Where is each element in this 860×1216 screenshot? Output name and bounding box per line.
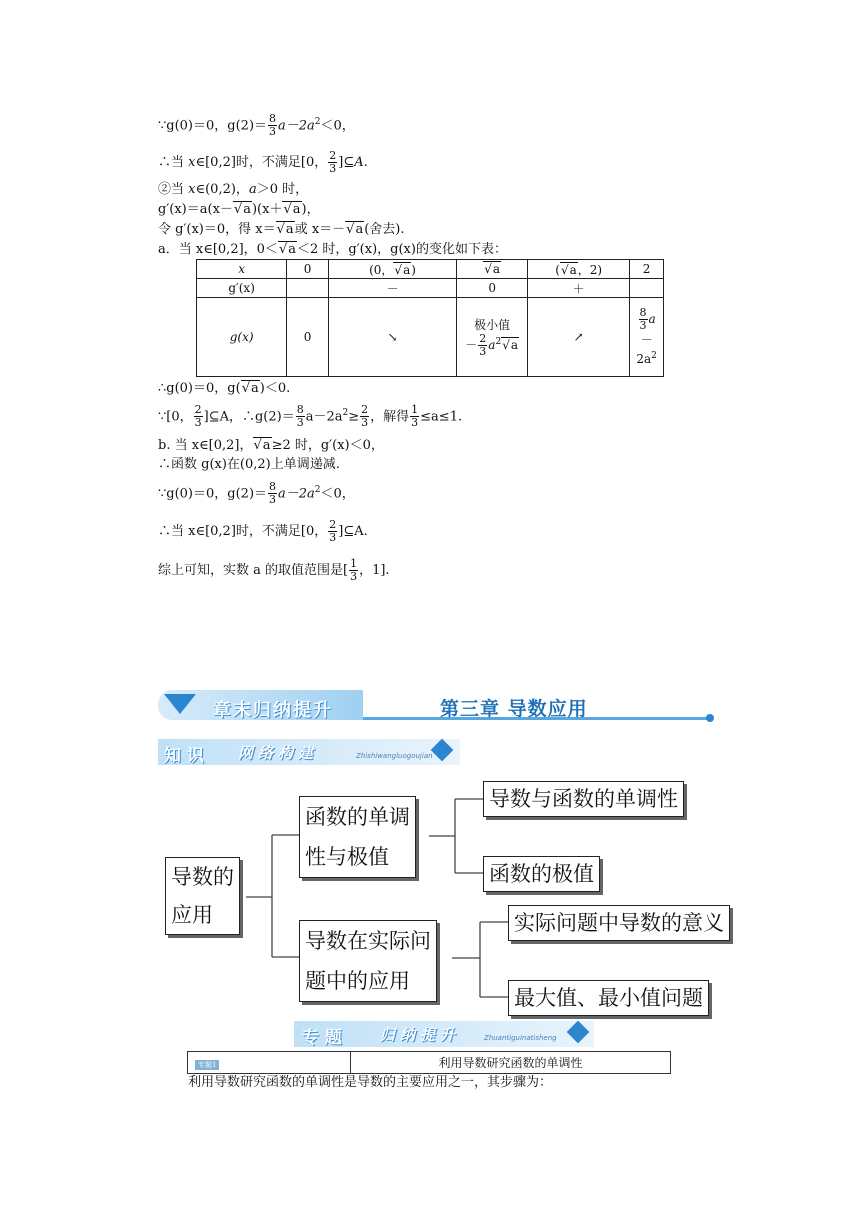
- solution-line-9: b. 当 x∈[0,2]，√ a≥2 时，g′(x)＜0，: [158, 437, 384, 455]
- solution-line-4: g′(x)＝a(x－√ a)(x＋√ a)，: [158, 201, 320, 219]
- section-header-topic: [294, 1021, 594, 1047]
- topic-title: 利用导数研究函数的单调性: [351, 1052, 671, 1074]
- solution-line-5: 令 g′(x)＝0，得 x＝√ a或 x＝－√ a(舍去).: [158, 221, 405, 239]
- mindmap-leaf-meaning: 实际问题中导数的意义: [508, 905, 730, 941]
- banner-title: 章末归纳提升: [213, 700, 333, 721]
- section-label: 知识: [164, 746, 210, 766]
- solution-line-1: ∵g(0)＝0，g(2)＝ $\frac{8}{3}$ $a-2a^2<0$，: [158, 112, 355, 139]
- solution-line-2: ∴当 x∈[0,2]时，不满足[0， $\frac{2}{3}$ ]⊆A.: [158, 149, 368, 175]
- solution-line-12: ∴当 x∈[0,2]时，不满足[0， $\frac{2}{3}$ ]⊆A.: [158, 518, 368, 544]
- table-row: g′(x) － 0 ＋: [197, 279, 664, 298]
- solution-line-10: ∴函数 g(x)在(0,2)上单调递减.: [158, 457, 340, 472]
- chapter-title: 第三章 导数应用: [440, 698, 588, 720]
- section-title: 网络构建: [238, 744, 319, 762]
- solution-line-3: ②当 x∈(0,2)，a＞0 时，: [158, 182, 309, 197]
- section-title: 归纳提升: [380, 1026, 461, 1044]
- solution-line-6: a．当 x∈[0,2]，0＜√ a＜2 时，g′(x)，g(x)的变化如下表：: [158, 241, 507, 259]
- solution-line-7: ∴g(0)＝0，g(√ a)＜0.: [158, 380, 290, 398]
- increasing-arrow-icon: ↗: [528, 298, 630, 377]
- mindmap-leaf-maxmin: 最大值、最小值问题: [508, 980, 709, 1016]
- section-pinyin: Zhishiwangluogoujian: [356, 752, 433, 760]
- mindmap-leaf-extremum: 函数的极值: [483, 856, 600, 892]
- mindmap-leaf-monotonicity: 导数与函数的单调性: [483, 781, 684, 817]
- section-label: 专题: [302, 1028, 348, 1048]
- diamond-icon: [567, 1021, 590, 1044]
- table-row: x 0 (0，√ a) √ a (√ a，2) 2: [197, 260, 664, 279]
- mindmap-branch-monotonicity: 函数的单调 性与极值: [299, 796, 416, 878]
- mindmap-root: 导数的 应用: [165, 857, 240, 935]
- mindmap-branch-application: 导数在实际问 题中的应用: [299, 920, 437, 1002]
- topic-tag: 专题1: [195, 1060, 219, 1070]
- topic-bar: [187, 1051, 671, 1074]
- section-pinyin: Zhuantiguinatisheng: [484, 1034, 557, 1042]
- solution-line-13: 综上可知，实数 a 的取值范围是[ $\frac{1}{3}$ ，1].: [158, 557, 390, 583]
- solution-line-8: ∵[0， $\frac{2}{3}$ ]⊆A，∴g(2)＝ $\frac{8}{3}$ $a-2a^2\ge$ $\frac{2}{3}$ ，解得 $\frac{1}{3}$ ≤a≤1.: [158, 403, 463, 430]
- decreasing-arrow-icon: ↘: [328, 298, 456, 377]
- table-row: g(x) 0 ↘ 极小值 － $\frac{2}{3}$ $a^2√$ a ↗ $\frac{8}{3}$ a － $2a^2$: [197, 298, 664, 377]
- solution-line-11: ∵g(0)＝0，g(2)＝ $\frac{8}{3}$ $a-2a^2<0$，: [158, 480, 355, 507]
- intro-paragraph: 利用导数研究函数的单调性是导数的主要应用之一，其步骤为：: [188, 1075, 553, 1090]
